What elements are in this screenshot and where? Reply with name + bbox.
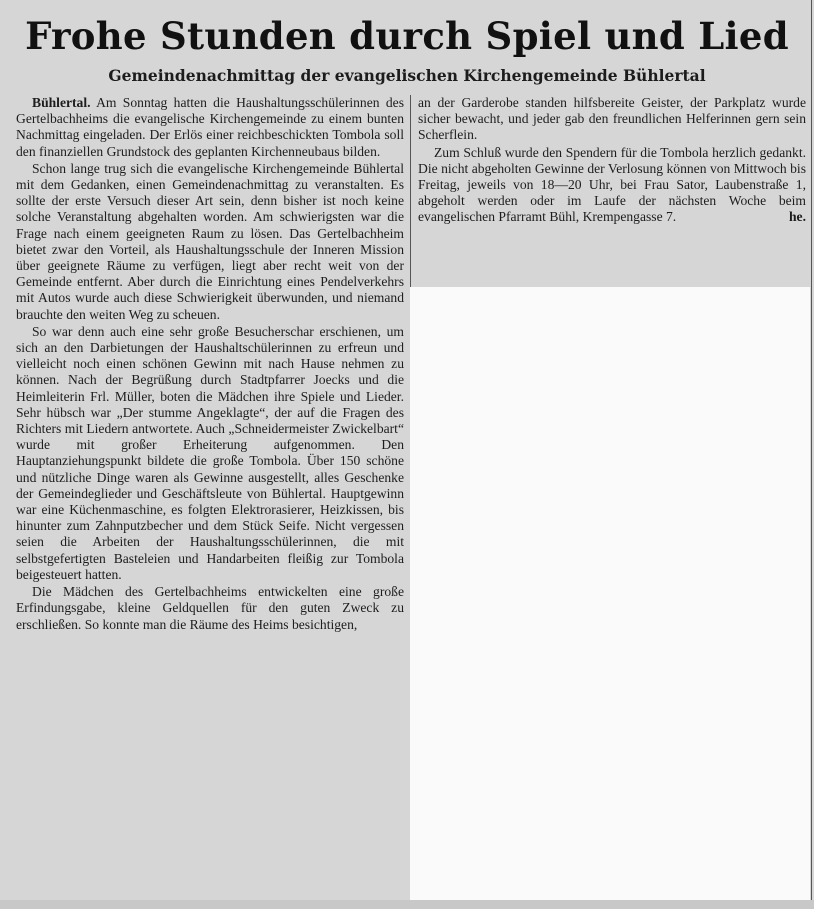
author-signature: he. [789, 209, 806, 225]
subheadline: Gemeindenachmittag der evangelischen Kirchengemeinde Bühlertal [108, 66, 706, 85]
article-column-left [16, 95, 404, 633]
blank-area [410, 287, 810, 903]
paragraph: Schon lange trug sich die evangelische Kirchengemeinde Bühlertal mit dem Gedanken, einen Gemeindenachmittag zu veranstalten. Es sollte der erste Versuch dieser Art sein, denn bisher ist noch keine solche Veranstaltung abgehalten worden. Am schwierigsten war die Frage nach einem geeigneten Raum zu lösen. Das Gertelbachheim bietet zwar den Vorteil, als Haushaltungsschule der Inneren Mission über geeignete Räume zu verfügen, liegt aber recht weit von der Gemeinde entfernt. Aber durch die Einrichtung eines Pendelverkehrs mit Autos wurde auch diese Schwierigkeit überwunden, und niemand brauchte den weiten Weg zu scheuen. [16, 160, 404, 322]
bottom-edge [0, 900, 814, 909]
paragraph: Zum Schluß wurde den Spendern für die Tombola herzlich gedankt. Die nicht abgeholten Gewinne der Verlosung können von Mittwoch bis Freitag, jeweils von 18—20 Uhr, bei Frau Sator, Laubenstraße 1, abgeholt werden oder im Laufe der nächsten Woche beim evangelischen Pfarramt Bühl, Krempengasse 7. he. [418, 144, 806, 225]
headline: Frohe Stunden durch Spiel und Lied [25, 14, 789, 58]
paragraph: So war denn auch eine sehr große Besucherschar erschienen, um sich an den Darbietungen der Haushaltschülerinnen zu erfreun und vielleicht noch einen schönen Gewinn mit nach Hause nehmen zu können. Nach der Begrüßung durch Stadtpfarrer Joecks und die Heimleiterin Frl. Müller, boten die Mädchen ihre Spiele und Lieder. Sehr hübsch war „Der stumme Angeklagte“, der auf die Fragen des Richters mit Liedern antwortete. Auch „Schneidermeister Zwickelbart“ wurde mit großer Erheiterung aufgenommen. Den Hauptanziehungspunkt bildete die große Tombola. Über 150 schöne und nützliche Dinge waren als Gewinne ausgestellt, alles Geschenke der Gemeindeglieder und Geschäftsleute von Bühlertal. Hauptgewinn war eine Küchenmaschine, es folgten Elektrorasierer, Heizkissen, bis hinunter zum Zahnputzbecher und dem Stück Seife. Nicht vergessen seien die Arbeiten der Haushaltungsschülerinnen, die mit selbstgefertigten Basteleien und Handarbeiten fleißig zur Tombola beigesteuert hatten. [16, 323, 404, 582]
article-column-right [418, 95, 806, 226]
paragraph: Die Mädchen des Gertelbachheims entwickelten eine große Erfindungsgabe, kleine Geldquellen für den guten Zweck zu erschließen. So konnte man die Räume des Heims besichtigen, [16, 584, 404, 632]
paragraph: Bühlertal. Am Sonntag hatten die Haushaltungsschülerinnen des Gertelbachheims die evangelische Kirchengemeinde zu einem bunten Nachmittag eingeladen. Der Erlös einer reichbeschickten Tombola soll den finanziellen Grundstock des geplanten Kirchenneubaus bilden. [16, 95, 404, 159]
right-border [811, 0, 812, 900]
paragraph: an der Garderobe standen hilfsbereite Geister, der Parkplatz wurde sicher bewacht, und jeder gab den freundlichen Helferinnen gern sein Scherflein. [418, 95, 806, 143]
dateline: Bühlertal. [32, 95, 91, 110]
